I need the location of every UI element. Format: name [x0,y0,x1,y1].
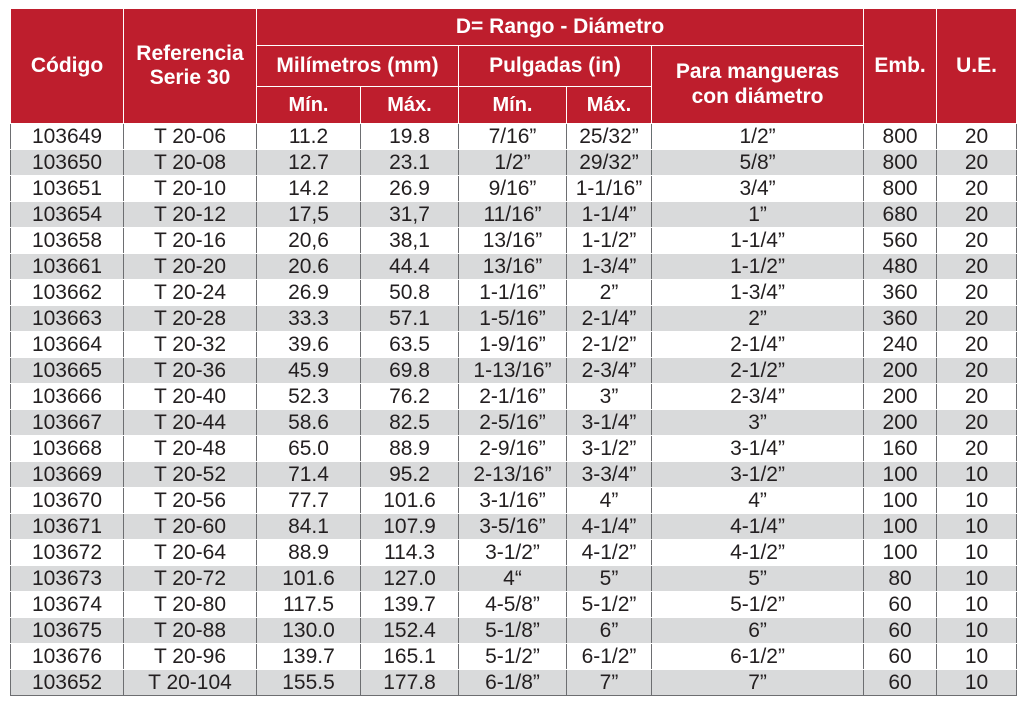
cell-mm-max: 127.0 [361,566,459,592]
cell-in-max: 7” [567,670,652,696]
table-body [11,124,1017,696]
cell-referencia: T 20-48 [124,436,257,462]
table-row [11,514,1017,540]
cell-in-min: 4“ [459,566,567,592]
cell-referencia: T 20-36 [124,358,257,384]
cell-codigo: 103662 [11,280,124,306]
cell-mm-max: 23.1 [361,150,459,176]
cell-mm-max: 95.2 [361,462,459,488]
cell-mm-max: 76.2 [361,384,459,410]
cell-ue: 10 [937,592,1017,618]
cell-manguera: 1-1/2” [652,254,864,280]
cell-mm-max: 38,1 [361,228,459,254]
cell-ue: 20 [937,332,1017,358]
cell-manguera: 2-1/2” [652,358,864,384]
table-row [11,670,1017,696]
cell-emb: 160 [864,436,937,462]
cell-emb: 100 [864,488,937,514]
header-milimetros: Milímetros (mm) [257,46,459,87]
cell-emb: 100 [864,514,937,540]
cell-in-max: 4-1/2” [567,540,652,566]
cell-ue: 10 [937,540,1017,566]
cell-codigo: 103654 [11,202,124,228]
cell-mm-min: 39.6 [257,332,361,358]
cell-codigo: 103650 [11,150,124,176]
cell-mm-max: 82.5 [361,410,459,436]
cell-in-max: 5” [567,566,652,592]
cell-referencia: T 20-08 [124,150,257,176]
header-codigo: Código [11,9,124,124]
cell-in-max: 4-1/4” [567,514,652,540]
cell-manguera: 6-1/2” [652,644,864,670]
cell-mm-min: 11.2 [257,124,361,150]
table-row [11,462,1017,488]
table-row [11,280,1017,306]
cell-referencia: T 20-44 [124,410,257,436]
cell-manguera: 5” [652,566,864,592]
header-referencia-text: Referencia Serie 30 [136,41,244,89]
cell-codigo: 103668 [11,436,124,462]
cell-codigo: 103649 [11,124,124,150]
cell-in-max: 4” [567,488,652,514]
table-row [11,410,1017,436]
cell-manguera: 6” [652,618,864,644]
cell-emb: 60 [864,644,937,670]
table-row [11,358,1017,384]
cell-in-max: 3-3/4” [567,462,652,488]
cell-referencia: T 20-64 [124,540,257,566]
cell-mm-max: 19.8 [361,124,459,150]
cell-in-max: 1-1/2” [567,228,652,254]
cell-emb: 200 [864,358,937,384]
header-mangueras-text: Para mangueras con diámetro [675,60,840,108]
table-row [11,540,1017,566]
cell-mm-min: 155.5 [257,670,361,696]
cell-manguera: 4-1/4” [652,514,864,540]
cell-referencia: T 20-104 [124,670,257,696]
cell-in-max: 3-1/4” [567,410,652,436]
cell-referencia: T 20-56 [124,488,257,514]
cell-mm-min: 139.7 [257,644,361,670]
cell-mm-min: 77.7 [257,488,361,514]
cell-manguera: 4-1/2” [652,540,864,566]
cell-mm-min: 33.3 [257,306,361,332]
cell-in-max: 3” [567,384,652,410]
product-table [10,8,1017,696]
cell-codigo: 103661 [11,254,124,280]
cell-mm-max: 177.8 [361,670,459,696]
cell-manguera: 2-1/4” [652,332,864,358]
table-row [11,254,1017,280]
cell-ue: 20 [937,306,1017,332]
cell-mm-min: 20,6 [257,228,361,254]
cell-mm-min: 84.1 [257,514,361,540]
cell-ue: 20 [937,384,1017,410]
cell-manguera: 3/4” [652,176,864,202]
cell-referencia: T 20-88 [124,618,257,644]
cell-mm-min: 65.0 [257,436,361,462]
cell-mm-max: 152.4 [361,618,459,644]
cell-ue: 20 [937,228,1017,254]
cell-ue: 10 [937,670,1017,696]
cell-in-min: 9/16” [459,176,567,202]
cell-in-min: 4-5/8” [459,592,567,618]
cell-referencia: T 20-12 [124,202,257,228]
cell-ue: 20 [937,176,1017,202]
cell-in-max: 1-1/4” [567,202,652,228]
cell-emb: 200 [864,410,937,436]
cell-manguera: 2-3/4” [652,384,864,410]
cell-mm-max: 26.9 [361,176,459,202]
cell-emb: 60 [864,670,937,696]
cell-in-max: 3-1/2” [567,436,652,462]
cell-in-min: 11/16” [459,202,567,228]
cell-ue: 10 [937,488,1017,514]
cell-mm-max: 69.8 [361,358,459,384]
cell-mm-min: 117.5 [257,592,361,618]
cell-codigo: 103672 [11,540,124,566]
cell-mm-min: 101.6 [257,566,361,592]
cell-codigo: 103667 [11,410,124,436]
cell-mm-max: 114.3 [361,540,459,566]
cell-emb: 80 [864,566,937,592]
cell-in-min: 3-1/2” [459,540,567,566]
cell-referencia: T 20-28 [124,306,257,332]
cell-in-min: 13/16” [459,228,567,254]
cell-codigo: 103670 [11,488,124,514]
table-row [11,150,1017,176]
header-mm-max: Máx. [361,87,459,124]
cell-referencia: T 20-06 [124,124,257,150]
table-row [11,124,1017,150]
cell-emb: 800 [864,150,937,176]
cell-in-min: 2-1/16” [459,384,567,410]
cell-manguera: 3-1/4” [652,436,864,462]
cell-in-max: 29/32” [567,150,652,176]
cell-in-min: 13/16” [459,254,567,280]
cell-in-max: 6-1/2” [567,644,652,670]
cell-in-min: 1-1/16” [459,280,567,306]
cell-manguera: 3” [652,410,864,436]
cell-mm-min: 12.7 [257,150,361,176]
cell-manguera: 5-1/2” [652,592,864,618]
cell-ue: 10 [937,618,1017,644]
cell-in-min: 2-5/16” [459,410,567,436]
header-in-max: Máx. [567,87,652,124]
cell-manguera: 1” [652,202,864,228]
cell-mm-max: 107.9 [361,514,459,540]
cell-in-min: 1-13/16” [459,358,567,384]
cell-codigo: 103675 [11,618,124,644]
cell-mm-max: 165.1 [361,644,459,670]
cell-mm-max: 31,7 [361,202,459,228]
cell-in-min: 1-5/16” [459,306,567,332]
cell-referencia: T 20-16 [124,228,257,254]
cell-in-min: 1/2” [459,150,567,176]
cell-in-min: 6-1/8” [459,670,567,696]
cell-manguera: 7” [652,670,864,696]
cell-emb: 240 [864,332,937,358]
cell-codigo: 103652 [11,670,124,696]
cell-manguera: 1-1/4” [652,228,864,254]
cell-mm-max: 44.4 [361,254,459,280]
cell-mm-max: 139.7 [361,592,459,618]
cell-ue: 20 [937,124,1017,150]
cell-manguera: 1-3/4” [652,280,864,306]
cell-ue: 10 [937,644,1017,670]
cell-codigo: 103666 [11,384,124,410]
cell-in-min: 3-5/16” [459,514,567,540]
header-mangueras [652,46,864,124]
cell-manguera: 3-1/2” [652,462,864,488]
cell-ue: 10 [937,514,1017,540]
cell-codigo: 103658 [11,228,124,254]
cell-referencia: T 20-20 [124,254,257,280]
cell-referencia: T 20-52 [124,462,257,488]
cell-mm-min: 88.9 [257,540,361,566]
cell-referencia: T 20-72 [124,566,257,592]
cell-codigo: 103673 [11,566,124,592]
cell-in-min: 5-1/8” [459,618,567,644]
cell-ue: 10 [937,566,1017,592]
cell-in-max: 5-1/2” [567,592,652,618]
cell-ue: 20 [937,202,1017,228]
table-row [11,644,1017,670]
cell-mm-min: 26.9 [257,280,361,306]
header-ue: U.E. [937,9,1017,124]
cell-in-max: 1-3/4” [567,254,652,280]
cell-in-max: 6” [567,618,652,644]
cell-in-min: 5-1/2” [459,644,567,670]
cell-mm-max: 50.8 [361,280,459,306]
table-row [11,592,1017,618]
cell-manguera: 1/2” [652,124,864,150]
cell-emb: 100 [864,540,937,566]
header-rango-diametro: D= Rango - Diámetro [257,9,864,46]
table-row [11,618,1017,644]
table-row [11,306,1017,332]
cell-manguera: 2” [652,306,864,332]
cell-mm-max: 63.5 [361,332,459,358]
cell-referencia: T 20-10 [124,176,257,202]
cell-referencia: T 20-60 [124,514,257,540]
cell-referencia: T 20-40 [124,384,257,410]
cell-in-max: 2-3/4” [567,358,652,384]
cell-emb: 60 [864,592,937,618]
cell-mm-min: 130.0 [257,618,361,644]
cell-in-min: 3-1/16” [459,488,567,514]
cell-ue: 20 [937,150,1017,176]
cell-emb: 480 [864,254,937,280]
cell-ue: 20 [937,280,1017,306]
cell-codigo: 103671 [11,514,124,540]
table-row [11,176,1017,202]
cell-emb: 100 [864,462,937,488]
cell-referencia: T 20-80 [124,592,257,618]
cell-referencia: T 20-32 [124,332,257,358]
cell-emb: 680 [864,202,937,228]
cell-mm-min: 45.9 [257,358,361,384]
cell-in-min: 2-13/16” [459,462,567,488]
cell-in-min: 7/16” [459,124,567,150]
cell-ue: 10 [937,462,1017,488]
cell-emb: 800 [864,124,937,150]
table-row [11,436,1017,462]
cell-mm-max: 101.6 [361,488,459,514]
cell-emb: 560 [864,228,937,254]
cell-mm-min: 71.4 [257,462,361,488]
cell-referencia: T 20-96 [124,644,257,670]
table-row [11,488,1017,514]
cell-emb: 360 [864,306,937,332]
cell-in-max: 2-1/4” [567,306,652,332]
cell-mm-max: 88.9 [361,436,459,462]
cell-in-min: 1-9/16” [459,332,567,358]
cell-manguera: 5/8” [652,150,864,176]
table-row [11,228,1017,254]
cell-emb: 800 [864,176,937,202]
header-pulgadas: Pulgadas (in) [459,46,652,87]
cell-ue: 20 [937,254,1017,280]
cell-codigo: 103663 [11,306,124,332]
table-header [11,9,1017,124]
header-emb: Emb. [864,9,937,124]
header-referencia [124,9,257,124]
cell-mm-min: 17,5 [257,202,361,228]
cell-ue: 20 [937,358,1017,384]
table-row [11,566,1017,592]
cell-referencia: T 20-24 [124,280,257,306]
cell-in-min: 2-9/16” [459,436,567,462]
table-row [11,202,1017,228]
cell-in-max: 2-1/2” [567,332,652,358]
cell-emb: 360 [864,280,937,306]
cell-codigo: 103651 [11,176,124,202]
cell-codigo: 103665 [11,358,124,384]
cell-codigo: 103674 [11,592,124,618]
header-in-min: Mín. [459,87,567,124]
cell-emb: 60 [864,618,937,644]
cell-mm-min: 14.2 [257,176,361,202]
cell-codigo: 103664 [11,332,124,358]
cell-in-max: 25/32” [567,124,652,150]
cell-mm-min: 52.3 [257,384,361,410]
table-row [11,332,1017,358]
cell-ue: 20 [937,410,1017,436]
table-row [11,384,1017,410]
cell-emb: 200 [864,384,937,410]
cell-manguera: 4” [652,488,864,514]
cell-in-max: 1-1/16” [567,176,652,202]
cell-mm-max: 57.1 [361,306,459,332]
cell-codigo: 103676 [11,644,124,670]
cell-mm-min: 20.6 [257,254,361,280]
cell-codigo: 103669 [11,462,124,488]
cell-mm-min: 58.6 [257,410,361,436]
cell-in-max: 2” [567,280,652,306]
cell-ue: 20 [937,436,1017,462]
header-mm-min: Mín. [257,87,361,124]
